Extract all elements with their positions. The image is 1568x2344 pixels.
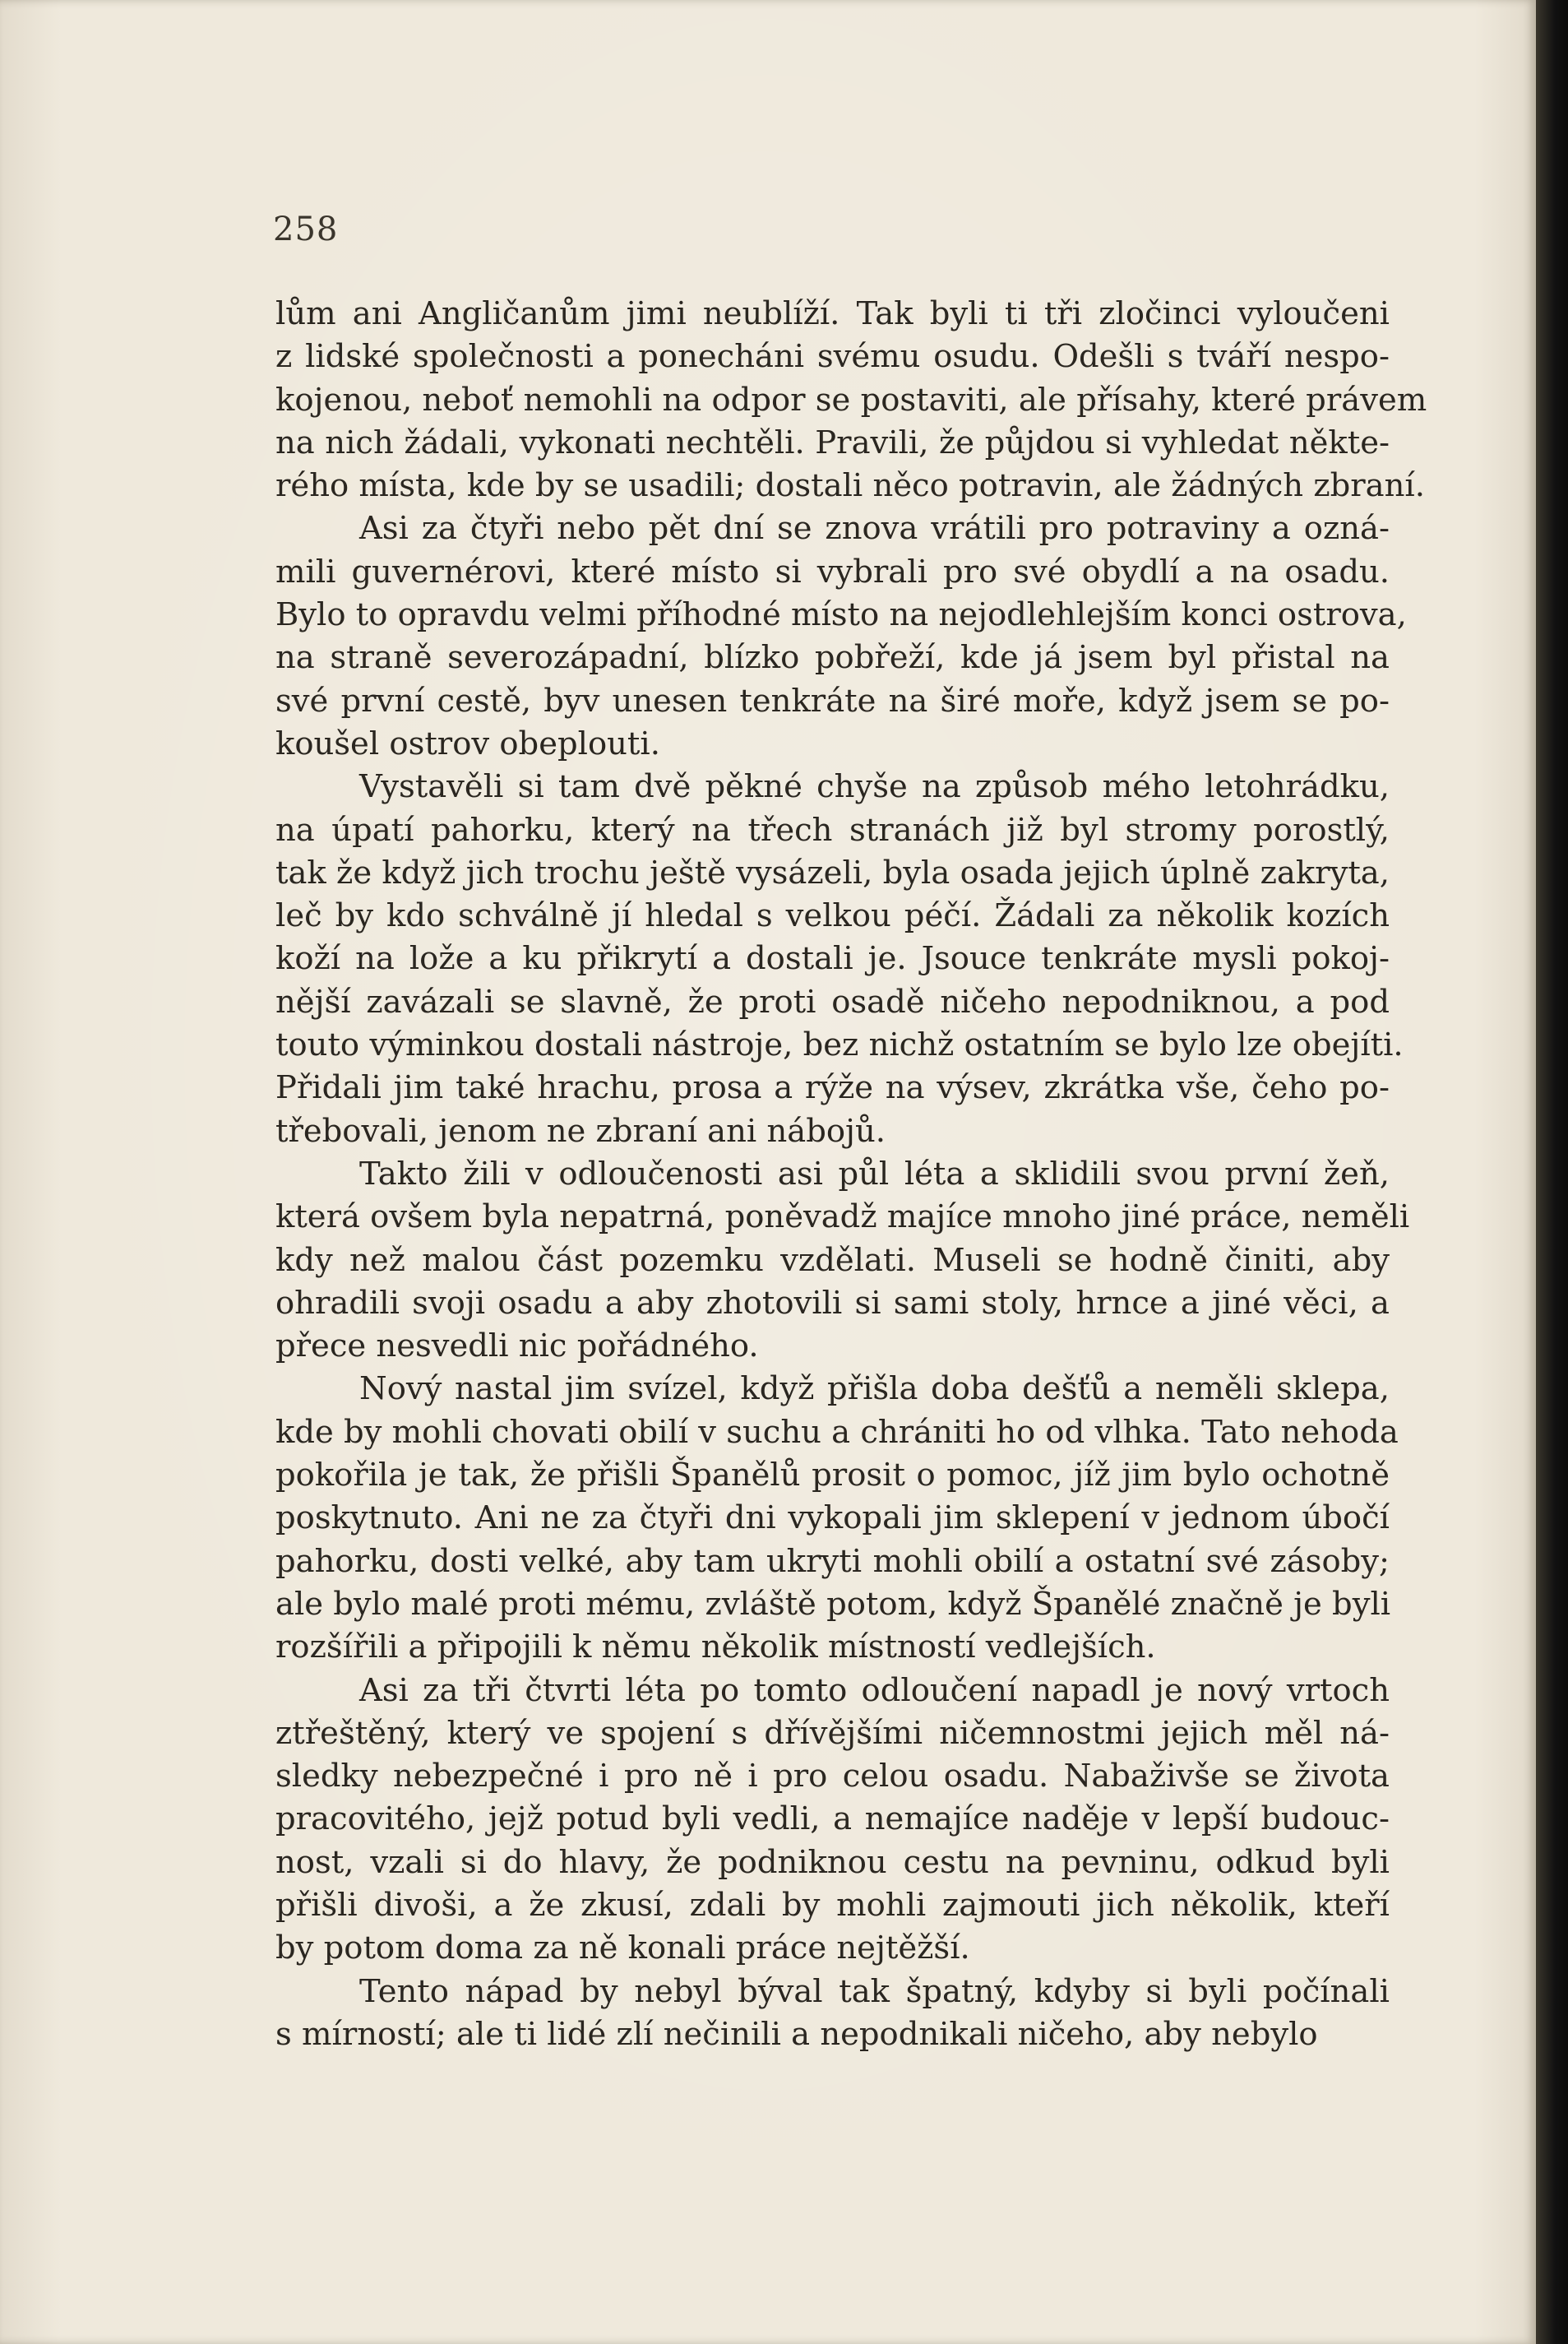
text-line: koušel ostrov obeplouti. [275, 725, 660, 762]
paragraph [275, 507, 1407, 766]
text-line: z lidské společnosti a ponecháni svému osudu. Odešli s tváří nespo- [275, 338, 1390, 376]
paragraph [275, 293, 1427, 507]
text-line: poskytnuto. Ani ne za čtyři dni vykopali jim sklepení v jednom úbočí [275, 1499, 1390, 1537]
text-line: Vystavěli si tam dvě pěkné chyše na způsob mého letohrádku, [359, 768, 1390, 806]
text-line: kdy než malou část pozemku vzdělati. Museli se hodně činiti, aby [275, 1241, 1390, 1279]
page-edge-shadow [1536, 0, 1568, 2344]
text-line: Nový nastal jim svízel, když přišla doba dešťů a neměli sklepa, [359, 1370, 1390, 1408]
text-line: ztřeštěný, který ve spojení s dřívějšími ničemnostmi jejich měl ná- [275, 1714, 1390, 1752]
text-line: s mírností; ale ti lidé zlí nečinili a nepodnikali ničeho, aby nebylo [275, 2015, 1318, 2053]
text-line: na straně severozápadní, blízko pobřeží, kde já jsem byl přistal na [275, 639, 1390, 677]
text-line: přece nesvedli nic pořádného. [275, 1327, 759, 1365]
text-line: Tento nápad by nebyl býval tak špatný, kdyby si byli počínali [359, 1972, 1390, 2010]
text-line: lům ani Angličanům jimi neublíží. Tak byli ti tři zločinci vyloučeni [275, 295, 1390, 332]
text-line: leč by kdo schválně jí hledal s velkou péčí. Žádali za několik kozích [275, 897, 1390, 935]
text-line: pracovitého, jejž potud byli vedli, a nemajíce naděje v lepší budouc- [275, 1800, 1390, 1838]
text-line: kojenou, neboť nemohli na odpor se postaviti, ale přísahy, které právem [275, 381, 1427, 419]
text-line: by potom doma za ně konali práce nejtěžší. [275, 1929, 970, 1967]
page-number: 258 [273, 211, 339, 248]
text-line: nost, vzali si do hlavy, že podniknou cestu na pevninu, odkud byli [275, 1843, 1390, 1881]
text-line: Takto žili v odloučenosti asi půl léta a sklidili svou první žeň, [359, 1155, 1390, 1193]
text-line: rozšířili a připojili k němu několik místností vedlejších. [275, 1628, 1156, 1666]
text-line: rého místa, kde by se usadili; dostali něco potravin, ale žádných zbraní. [275, 467, 1425, 505]
text-line: mili guvernérovi, které místo si vybrali pro své obydlí a na osadu. [275, 553, 1390, 591]
text-line: na nich žádali, vykonati nechtěli. Pravili, že půjdou si vyhledat někte- [275, 424, 1390, 461]
text-line: sledky nebezpečné i pro ně i pro celou osadu. Nabaživše se života [275, 1758, 1390, 1795]
paragraph [275, 1670, 1390, 1971]
text-line: nější zavázali se slavně, že proti osadě ničeho nepodniknou, a pod [275, 983, 1390, 1021]
text-line: své první cestě, byv unesen tenkráte na širé moře, když jsem se po- [275, 682, 1390, 720]
text-line: třebovali, jenom ne zbraní ani nábojů. [275, 1112, 886, 1150]
paragraph [275, 766, 1404, 1153]
text-line: koží na lože a ku přikrytí a dostali je. Jsouce tenkráte mysli pokoj- [275, 940, 1390, 978]
text-line: pahorku, dosti velké, aby tam ukryti mohli obilí a ostatní své zásoby; [275, 1542, 1390, 1580]
paragraph [275, 1153, 1410, 1368]
paragraph [275, 1971, 1390, 2057]
text-line: ohradili svoji osadu a aby zhotovili si sami stoly, hrnce a jiné věci, a [275, 1284, 1390, 1322]
text-line: kde by mohli chovati obilí v suchu a chrániti ho od vlhka. Tato nehoda [275, 1413, 1399, 1451]
paragraph [275, 1368, 1399, 1669]
text-line: která ovšem byla nepatrná, poněvadž majíce mnoho jiné práce, neměli [275, 1198, 1410, 1236]
text-line: Asi za tři čtvrti léta po tomto odloučení napadl je nový vrtoch [359, 1671, 1390, 1709]
text-line: pokořila je tak, že přišli Španělů prosit o pomoc, jíž jim bylo ochotně [275, 1457, 1390, 1494]
text-line: ale bylo malé proti mému, zvláště potom, když Španělé značně je byli [275, 1585, 1391, 1623]
text-line: na úpatí pahorku, který na třech stranách již byl stromy porostlý, [275, 811, 1390, 849]
text-line: touto výminkou dostali nástroje, bez nichž ostatním se bylo lze obejíti. [275, 1026, 1404, 1064]
text-line: Asi za čtyři nebo pět dní se znova vrátili pro potraviny a ozná- [359, 510, 1390, 548]
text-line: Bylo to opravdu velmi příhodné místo na nejodlehlejším konci ostrova, [275, 596, 1407, 634]
body-text [275, 293, 1427, 2056]
text-line: Přidali jim také hrachu, prosa a rýže na výsev, zkrátka vše, čeho po- [275, 1069, 1390, 1107]
text-line: přišli divoši, a že zkusí, zdali by mohli zajmouti jich několik, kteří [275, 1886, 1390, 1924]
text-line: tak že když jich trochu ještě vysázeli, byla osada jejich úplně zakryta, [275, 854, 1390, 892]
